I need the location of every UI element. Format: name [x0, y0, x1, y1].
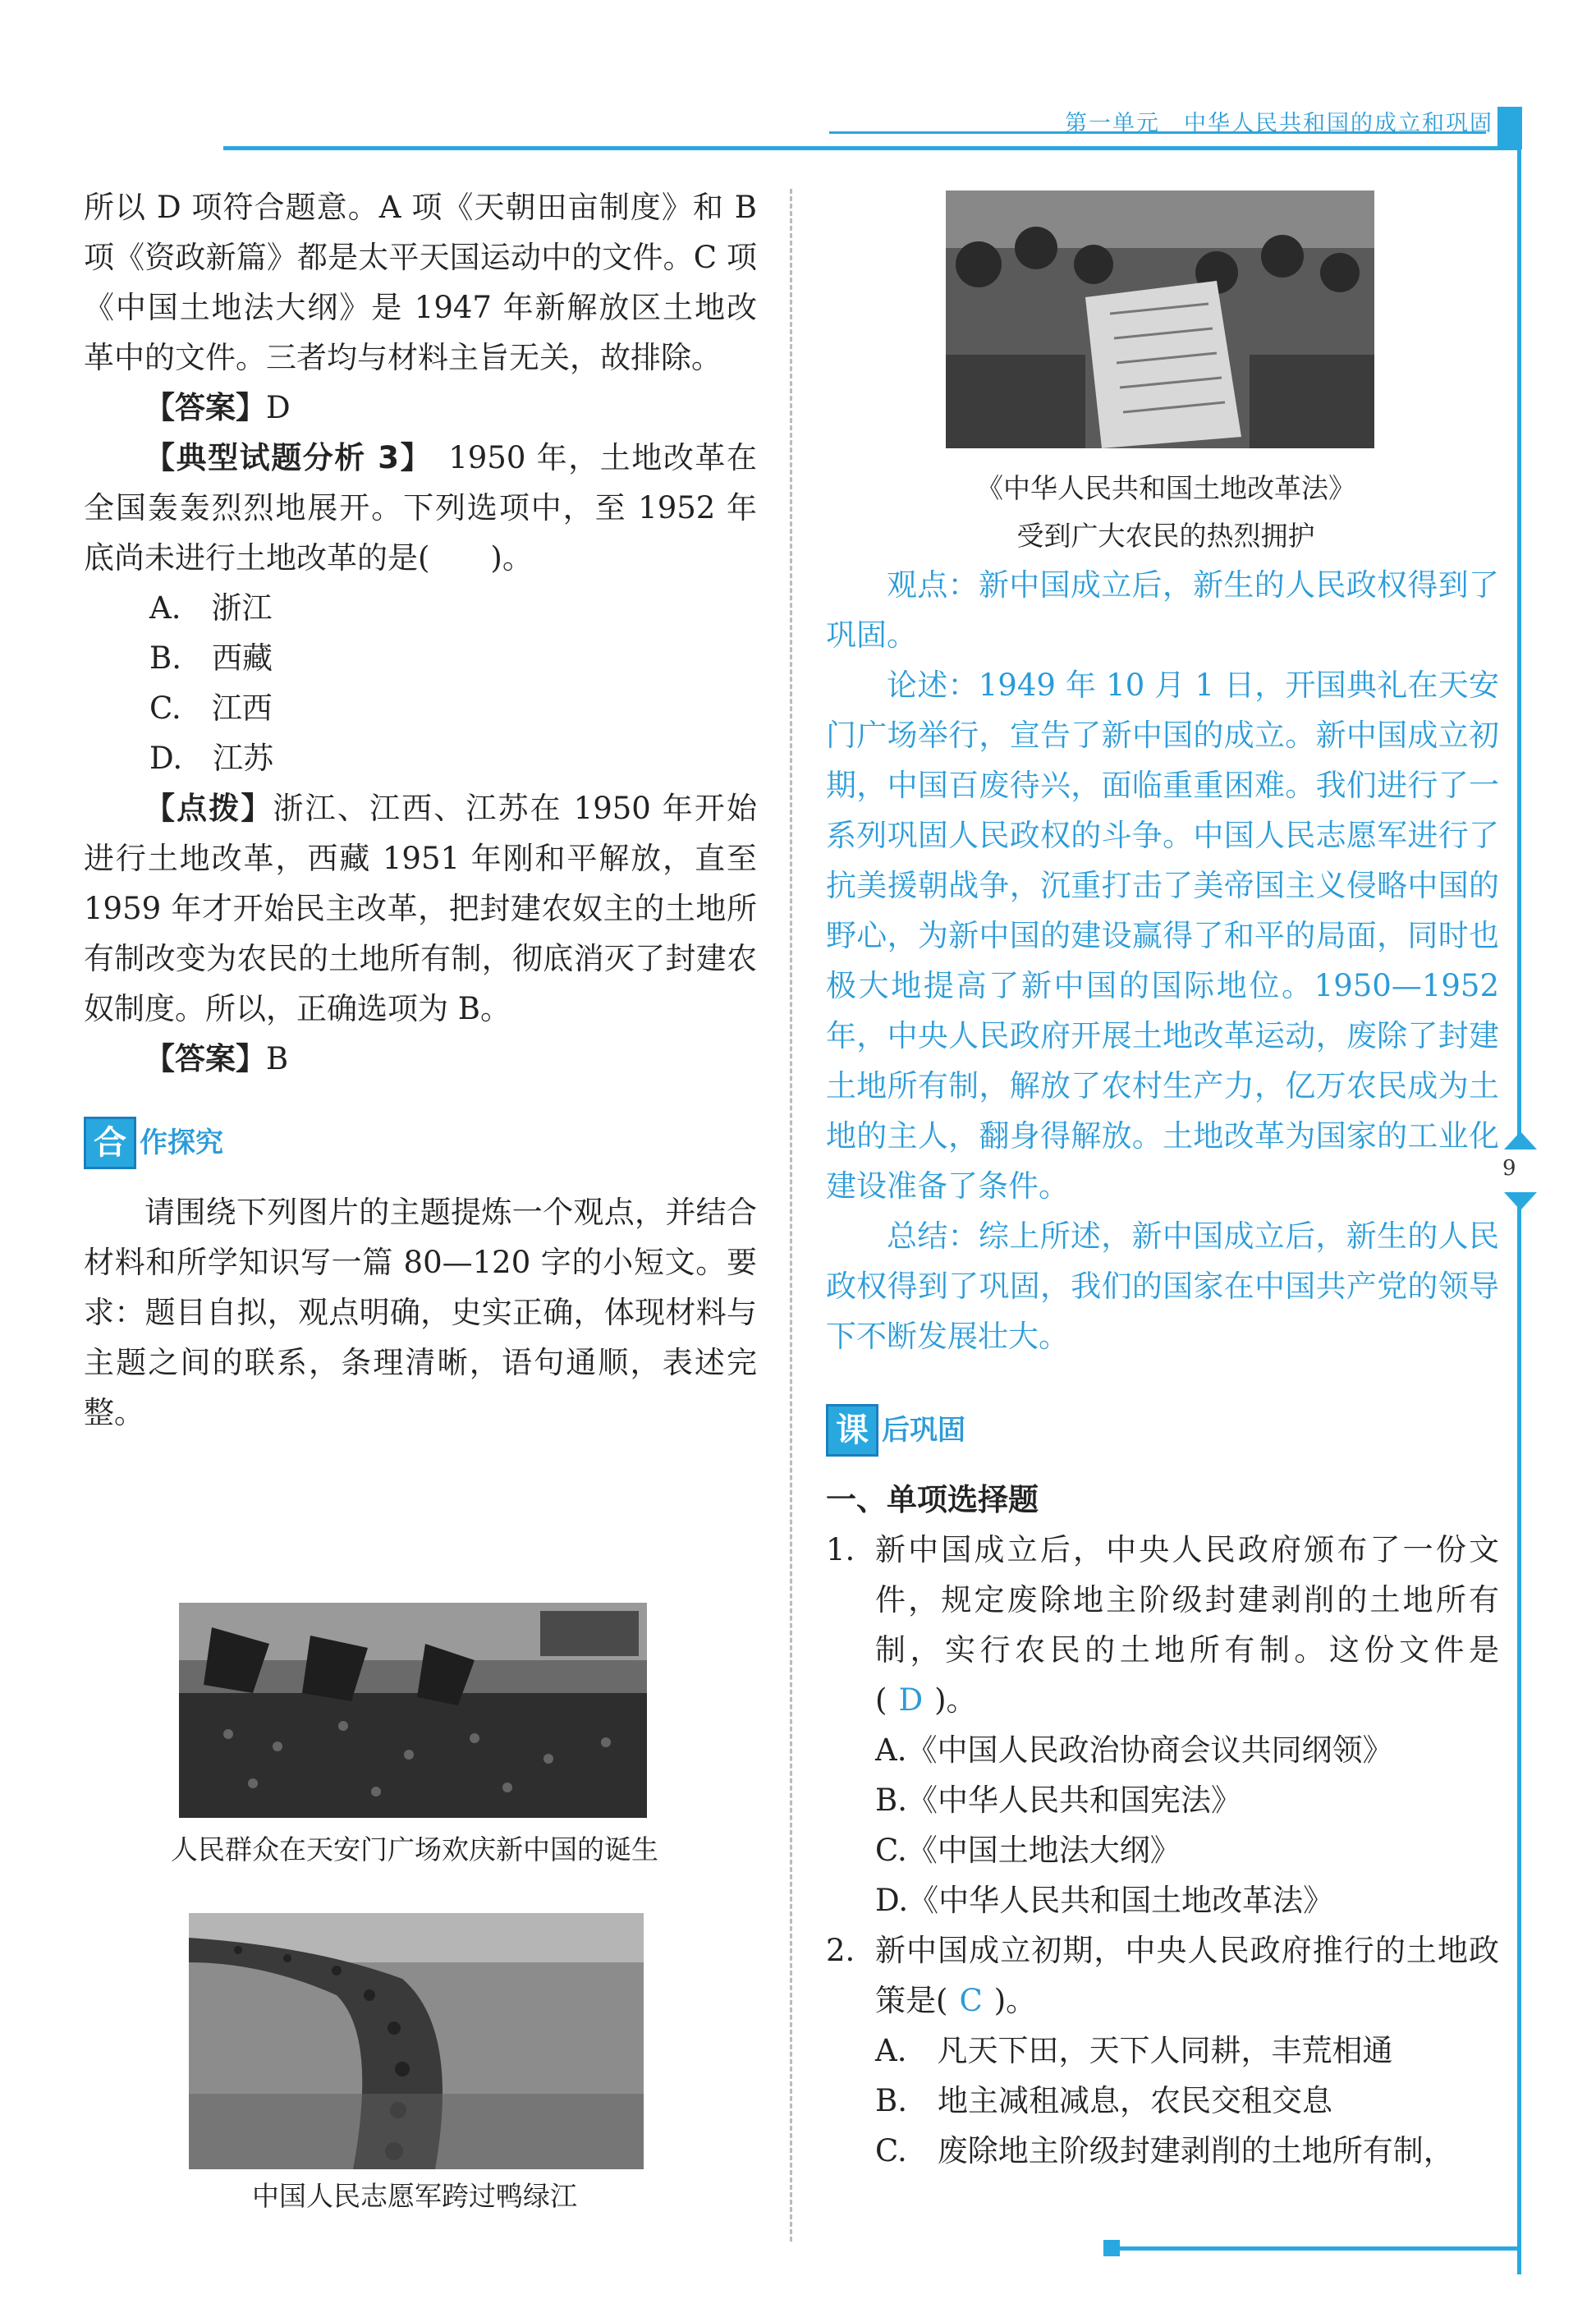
question-number: 2. [826, 1933, 855, 1968]
answer-1 [84, 383, 757, 433]
page-number: 9 [1502, 1156, 1516, 1181]
q1-option-b: B.《中华人民共和国宪法》 [875, 1783, 1241, 1818]
question-1-text: 新中国成立后，中央人民政府颁布了一份文件，规定废除地主阶级封建剥削的土地所有制，实行农民的土地所有制。这份文件是( [875, 1532, 1499, 1718]
tip-label: 【点拨】 [144, 791, 273, 826]
answer-value: D [266, 390, 291, 425]
margin-rail-top [1517, 107, 1521, 1150]
caption-volunteers: 中国人民志愿军跨过鸭绿江 [252, 2180, 577, 2212]
q1-option-a: A.《中国人民政治协商会议共同纲领》 [875, 1732, 1393, 1768]
q1-option-c: C.《中国土地法大纲》 [875, 1833, 1181, 1868]
right-column [826, 560, 1499, 2176]
q1-option-d: D.《中华人民共和国土地改革法》 [875, 1883, 1334, 1918]
section-after-class [826, 1404, 1499, 1457]
option-d: D. 江苏 [149, 741, 274, 776]
page-marker-up-icon [1504, 1131, 1537, 1150]
left-column [84, 182, 757, 1438]
q2-option-a: A. 凡天下田，天下人同耕，丰荒相通 [875, 2033, 1393, 2068]
question-2-answer: C [959, 1983, 983, 2018]
subsection-title: 一、单项选择题 [826, 1482, 1039, 1517]
section-title: 后巩固 [882, 1413, 965, 1447]
footer-rule [1107, 2246, 1521, 2251]
section-cooperative-inquiry [84, 1117, 757, 1169]
task-paragraph: 请围绕下列图片的主题提炼一个观点，并结合材料和所学知识写一篇 80—120 字的小短文。要求：题目自拟，观点明确，史实正确，体现材料与主题之间的联系，条理清晰，语句通顺，表述完整。 [84, 1195, 757, 1430]
caption-land-reform-2: 受到广大农民的热烈拥护 [1016, 520, 1315, 552]
page-marker-down-icon [1504, 1192, 1537, 1210]
section-title: 作探究 [140, 1126, 223, 1159]
question-2 [826, 1925, 1499, 2176]
summary: 总结：综上所述，新中国成立后，新生的人民政权得到了巩固，我们的国家在中国共产党的领导下不断发展壮大。 [826, 1218, 1499, 1354]
viewpoint: 观点：新中国成立后，新生的人民政权得到了巩固。 [826, 567, 1499, 653]
option-b: B. 西藏 [149, 640, 273, 676]
option-c: C. 江西 [149, 691, 273, 726]
question-1-answer: D [898, 1682, 924, 1718]
photo-tiananmen-celebration [179, 1603, 647, 1818]
caption-land-reform-1: 《中华人民共和国土地改革法》 [976, 472, 1355, 504]
header-rule [223, 146, 1520, 150]
question-2-stem [875, 1925, 1499, 2026]
intro-paragraph: 所以 D 项符合题意。A 项《天朝田亩制度》和 B 项《资政新篇》都是太平天国运动中的文件。C 项《中国土地法大纲》是 1947 年新解放区土地改革中的文件。三者均与材料主旨无关，故排除。 [84, 190, 757, 375]
question-3 [84, 433, 757, 583]
caption-tiananmen: 人民群众在天安门广场欢庆新中国的诞生 [171, 1833, 658, 1865]
question-3-text: 1950 年，土地改革在全国轰轰烈烈地展开。下列选项中，至 1952 年底尚未进行土地改革的是( )。 [84, 440, 757, 576]
question-2-close: )。 [993, 1983, 1037, 2018]
photo-volunteers-yalu [189, 1913, 644, 2169]
question-1-close: )。 [934, 1682, 977, 1718]
question-3-label: 【典型试题分析 3】 [144, 440, 417, 475]
running-header: 第一单元 中华人民共和国的成立和巩固 [1065, 111, 1493, 136]
argument: 论述：1949 年 10 月 1 日，开国典礼在天安门广场举行，宣告了新中国的成立。新中国成立初期，中国百废待兴，面临重重困难。我们进行了一系列巩固人民政权的斗争。中国人民志愿军进行了抗美援朝战争，沉重打击了美帝国主义侵略中国的野心，为新中国的建设赢得了和平的局面，同时也极大地提高了新中国的国际地位。1950—1952 年，中央人民政府开展土地改革运动，废除了封建土地所有制，解放了农村生产力，亿万农民成为土地的主人，翻身得解放。土地改革为国家的工业化建设准备了条件。 [826, 668, 1499, 1204]
answer-2 [84, 1034, 757, 1084]
question-2-text: 新中国成立初期，中央人民政府推行的土地政策是( [875, 1933, 1499, 2018]
section-badge: 合 [84, 1117, 136, 1169]
answer-value: B [266, 1041, 289, 1076]
photo-land-reform-law [946, 190, 1374, 448]
section-badge: 课 [826, 1404, 878, 1457]
tip-paragraph [84, 783, 757, 1034]
answer-label: 【答案】 [144, 390, 266, 425]
column-divider [790, 189, 792, 2242]
answer-label: 【答案】 [144, 1041, 266, 1076]
question-1-stem [875, 1525, 1499, 1725]
q2-option-b: B. 地主减租减息，农民交租交息 [875, 2083, 1332, 2118]
tip-text: 浙江、江西、江苏在 1950 年开始进行土地改革，西藏 1951 年刚和平解放，直至 1959 年才开始民主改革，把封建农奴主的土地所有制改变为农民的土地所有制，彻底消灭了封建农奴制度。所以，正确选项为 B。 [84, 791, 757, 1026]
question-number: 1. [826, 1532, 855, 1567]
q2-option-c: C. 废除地主阶级封建剥削的土地所有制， [875, 2133, 1454, 2168]
margin-rail-bottom [1517, 1207, 1521, 2274]
option-a: A. 浙江 [149, 590, 273, 626]
question-1 [826, 1525, 1499, 1925]
